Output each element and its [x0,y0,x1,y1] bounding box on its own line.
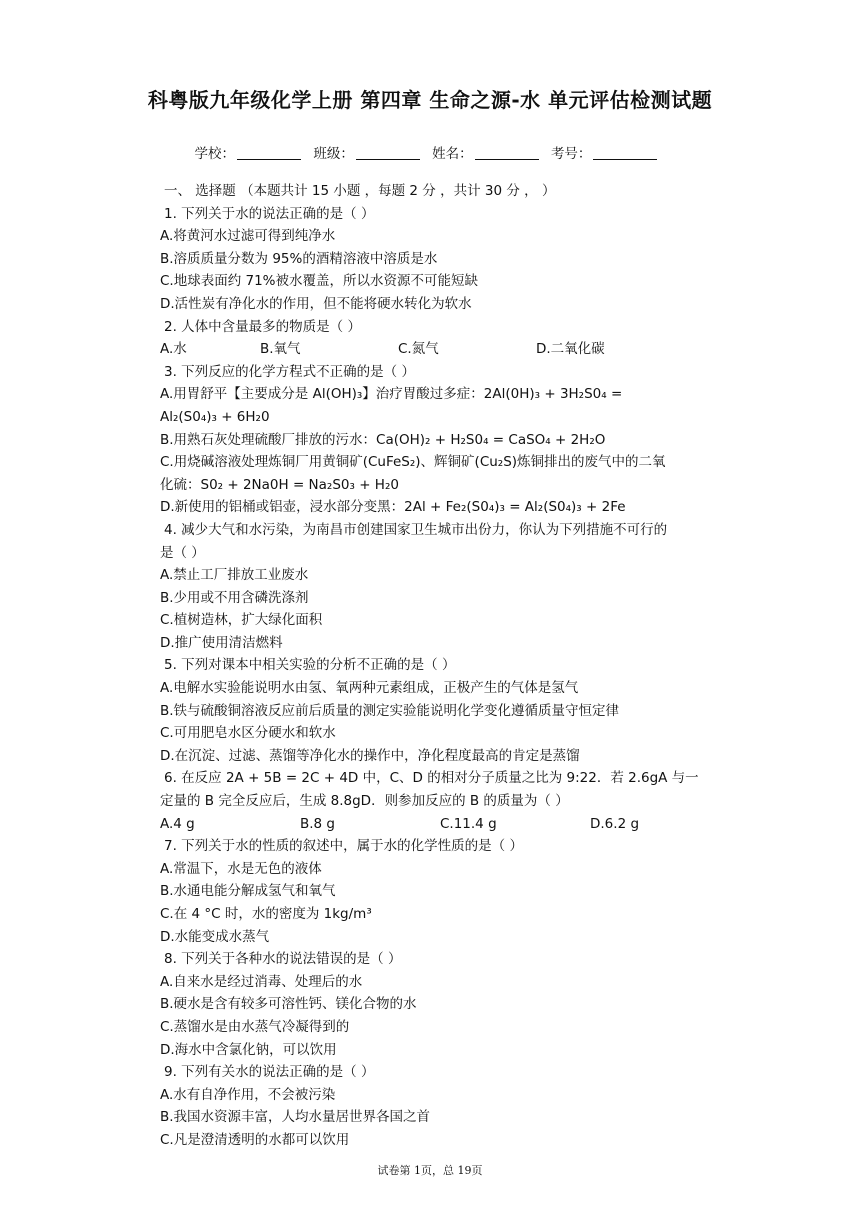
question-8-option-a: A.自来水是经过消毒、处理后的水 [160,973,363,990]
student-info-row [0,142,860,162]
question-3-option-c-cont: 化硫：S0₂ + 2Na0H = Na₂S0₃ + H₂0 [160,476,399,493]
page-footer: 试卷第 1页，总 19页 [377,1164,483,1177]
question-8-stem: 8. 下列关于各种水的说法错误的是（ ） [164,951,402,968]
name-label: 姓名： [432,146,473,162]
page-title: 科粤版九年级化学上册 第四章 生命之源-水 单元评估检测试题 [147,88,713,112]
question-6-option-c: C.11.4 g [440,815,497,832]
class-label: 班级： [313,146,354,162]
question-4-stem: 4. 减少大气和水污染，为南昌市创建国家卫生城市出份力，你认为下列措施不可行的 [164,521,668,538]
question-7-option-a: A.常温下，水是无色的液体 [160,860,322,877]
question-6-stem-cont: 定量的 B 完全反应后，生成 8.8gD．则参加反应的 B 的质量为（ ） [160,793,569,810]
question-8-option-c: C.蒸馏水是由水蒸气冷凝得到的 [160,1018,350,1035]
question-3-option-d: D.新使用的铝桶或铝壶，浸水部分变黑：2Al + Fe₂(S0₄)₃ = Al₂(S0₄)₃ + 2Fe [160,499,626,516]
question-7-option-c: C.在 4 °C 时，水的密度为 1kg/m³ [160,906,372,922]
question-9-option-a: A.水有自净作用，不会被污染 [160,1086,336,1103]
question-7-option-d: D.水能变成水蒸气 [160,928,270,945]
question-9-option-b: B.我国水资源丰富，人均水量居世界各国之首 [160,1109,431,1126]
question-2-options [160,338,740,361]
question-7-stem: 7. 下列关于水的性质的叙述中，属于水的化学性质的是（ ） [164,838,523,855]
question-6-option-a: A.4 g [160,815,195,832]
question-6-option-d: D.6.2 g [590,815,640,832]
question-4-option-c: C.植树造林，扩大绿化面积 [160,612,323,629]
question-3-option-a-cont: Al₂(S0₄)₃ + 6H₂0 [160,408,270,425]
question-1-option-d: D.活性炭有净化水的作用，但不能将硬水转化为软水 [160,295,472,312]
section-header: 一、 选择题 （本题共计 15 小题 ，每题 2 分 ，共计 30 分 ， ） [164,183,556,199]
exam-number-label: 考号： [550,146,592,162]
question-5-option-c: C.可用肥皂水区分硬水和软水 [160,725,336,742]
question-4-option-a: A.禁止工厂排放工业废水 [160,567,309,584]
question-8-option-d: D.海水中含氯化钠，可以饮用 [160,1041,337,1058]
question-3-option-b: B.用熟石灰处理硫酸厂排放的污水：Ca(OH)₂ + H₂S0₄ = CaSO₄ + 2H₂O [160,431,606,448]
question-3-option-a: A.用胃舒平【主要成分是 Al(OH)₃】治疗胃酸过多症：2Al(0H)₃ + 3H₂S0₄ = [160,386,623,403]
question-5-stem: 5. 下列对课本中相关实验的分析不正确的是（ ） [164,657,456,674]
question-5-option-d: D.在沉淀、过滤、蒸馏等净化水的操作中，净化程度最高的肯定是蒸馏 [160,747,580,764]
name-blank [475,145,539,160]
question-1-option-c: C.地球表面约 71%被水覆盖，所以水资源不可能短缺 [160,273,479,290]
question-3-stem: 3. 下列反应的化学方程式不正确的是（ ） [164,363,415,380]
question-4-option-b: B.少用或不用含磷洗涤剂 [160,589,309,606]
question-2-option-b: B.氧气 [260,341,301,358]
question-3-option-c: C.用烧碱溶液处理炼铜厂用黄铜矿(CuFeS₂)、辉铜矿(Cu₂S)炼铜排出的废气中的二氧 [160,454,666,471]
school-label: 学校： [194,146,236,162]
question-6-option-b: B.8 g [300,815,336,832]
question-2-stem: 2. 人体中含量最多的物质是（ ） [164,318,361,335]
class-blank [356,145,420,160]
question-5-option-b: B.铁与硫酸铜溶液反应前后质量的测定实验能说明化学变化遵循质量守恒定律 [160,702,620,719]
question-4-option-d: D.推广使用清洁燃料 [160,634,283,651]
question-1-option-b: B.溶质质量分数为 95%的酒精溶液中溶质是水 [160,250,438,267]
question-1-option-a: A.将黄河水过滤可得到纯净水 [160,228,336,245]
question-9-stem: 9. 下列有关水的说法正确的是（ ） [164,1064,375,1081]
question-6-options [160,813,740,836]
question-7-option-b: B.水通电能分解成氢气和氧气 [160,883,336,900]
exam-number-blank [593,145,657,160]
school-blank [237,145,301,160]
question-2-option-a: A.水 [160,341,187,358]
question-2-option-c: C.氮气 [398,341,439,358]
question-list [160,180,740,1152]
question-5-option-a: A.电解水实验能说明水由氢、氧两种元素组成，正极产生的气体是氢气 [160,680,579,697]
question-1-stem: 1. 下列关于水的说法正确的是（ ） [164,205,375,222]
question-6-stem: 6. 在反应 2A + 5B = 2C + 4D 中，C、D 的相对分子质量之比为 9:22．若 2.6gA 与一 [164,770,699,787]
question-9-option-c: C.凡是澄清透明的水都可以饮用 [160,1131,350,1148]
question-4-stem-cont: 是（ ） [160,544,205,561]
question-8-option-b: B.硬水是含有较多可溶性钙、镁化合物的水 [160,996,417,1013]
question-2-option-d: D.二氧化碳 [536,341,605,358]
